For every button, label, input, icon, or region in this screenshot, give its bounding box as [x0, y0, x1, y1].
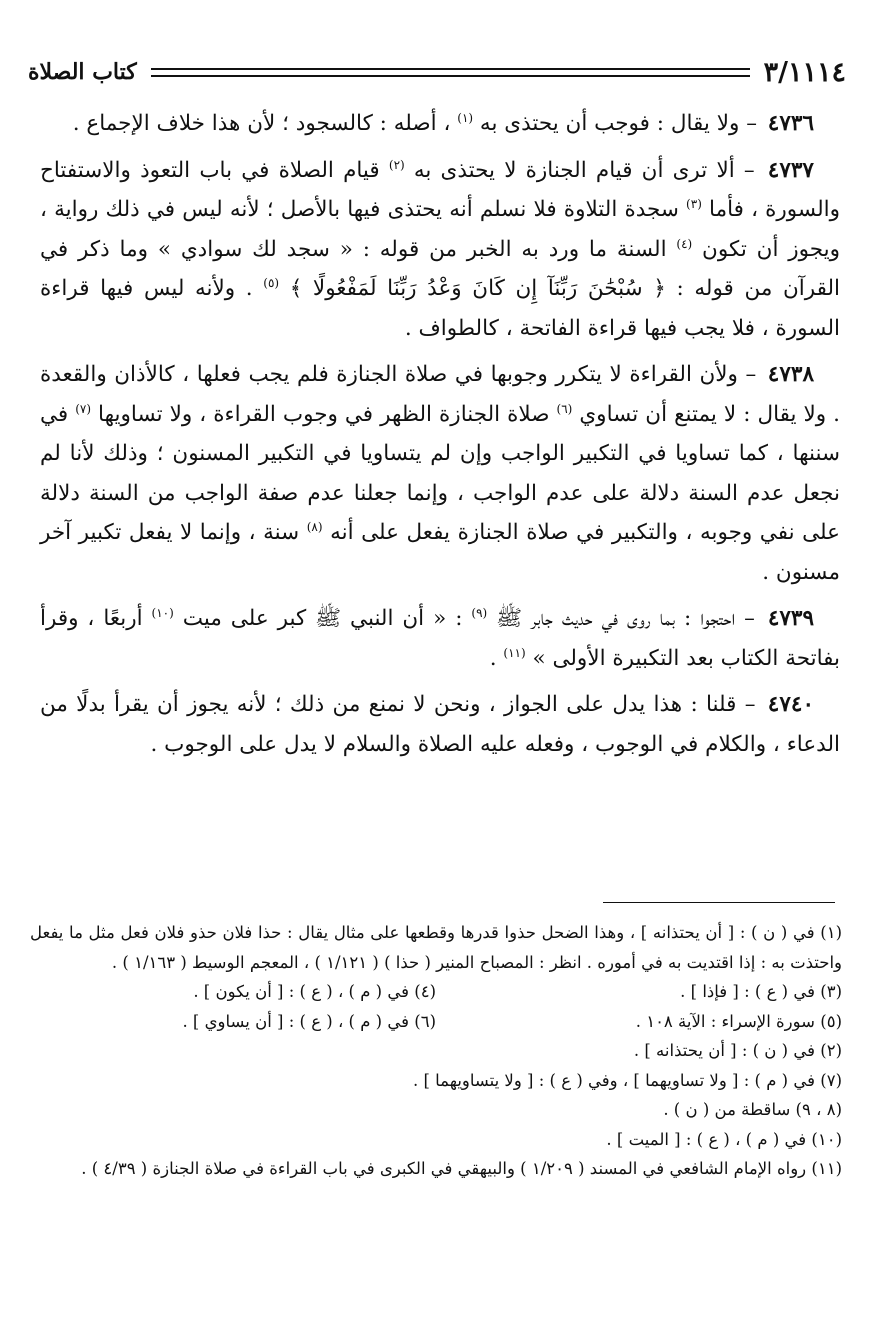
paragraph-text: أربعًا ، وقرأ بفاتحة الكتاب بعد التكبيرة الأولى » [40, 606, 840, 671]
footnote-marker: (٦) [556, 401, 573, 416]
paragraph-number: ٤٧٣٧ [767, 157, 814, 183]
paragraph-text: – ولا يقال : فوجب أن يحتذى به [473, 111, 757, 136]
footnote-4: (٤) في ( م ) ، ( ع ) : [ أن يكون ] . [193, 982, 436, 1001]
footnote-row [30, 977, 842, 1007]
footnote-3: (٣) في ( ع ) : [ فإذا ] . [680, 982, 842, 1001]
paragraph-text: صلاة الجنازة الظهر في وجوب القراءة ، ولا تساويها [91, 401, 557, 427]
paragraph-4737 [40, 151, 840, 349]
footnote-2: (٢) في ( ن ) : [ أن يحتذانه ] . [633, 1041, 842, 1060]
footnote-marker: (٣) [686, 196, 702, 211]
paragraph-text: ، أصله : كالسجود ؛ لأن هذا خلاف الإجماع . [72, 111, 458, 136]
book-title: كتاب الصلاة [28, 59, 137, 85]
footnotes [30, 918, 842, 1184]
footnote-marker: (٩) [471, 605, 488, 620]
footnote-5: (٥) سورة الإسراء : الآية ١٠٨ . [635, 1011, 842, 1031]
footnote-marker: (١) [457, 110, 474, 125]
footnote-marker: (٧) [75, 401, 92, 416]
header-rule [151, 68, 750, 77]
paragraph-number: ٤٧٣٦ [767, 111, 814, 136]
footnote-1: (١) في ( ن ) : [ أن يحتذانه ] ، وهذا الضحل حذوا قدرها وقطعها على مثال يقال : حذا فلان حذو فلان فعل مثل ما يفعل واحتذت به : إذا اقتديت به في أموره . انظر : المصباح المنير ( حذا ) ( ١/١٢١ ) ، المعجم الوسيط ( ١/١٦٣ ) . [30, 923, 842, 972]
paragraph-text: : « أن النبي ﷺ كبر على ميت [173, 606, 472, 631]
paragraph-4738 [40, 355, 840, 592]
footnote-marker: (٤) [676, 236, 693, 251]
footnote-8-9: (٨ ، ٩) ساقطة من ( ن ) . [663, 1100, 842, 1119]
paragraph-4739 [40, 599, 840, 678]
paragraph-text: قيام الصلاة في باب التعوذ والاستفتاح والسورة ، فأما [40, 157, 840, 222]
footnote-marker: (١١) [503, 645, 526, 660]
paragraph-text: – احتجوا : بما روى في حديث جابر ﷺ [487, 606, 755, 631]
main-text [40, 104, 840, 771]
footnote-6: (٦) في ( م ) ، ( ع ) : [ أن يساوي ] . [182, 1011, 436, 1031]
paragraph-number: ٤٧٣٨ [767, 362, 814, 387]
footnote-marker: (٨) [306, 519, 323, 534]
paragraph-text: سجدة التلاوة فلا نسلم أنه يحتذى فيها بالأصل ؛ لأنه ليس في ذلك رواية ، ويجوز أن تكون [40, 197, 840, 262]
paragraph-text: . [489, 645, 504, 671]
footnote-marker: (١٠) [151, 605, 174, 620]
page-header [28, 52, 846, 92]
footnote-11: (١١) رواه الإمام الشافعي في المسند ( ١/٢٠٩ ) والبيهقي في الكبرى في باب القراءة في صلاة الجنازة ( ٤/٣٩ ) . [81, 1159, 842, 1178]
page-number: ٣/١١١٤ [763, 56, 846, 88]
paragraph-text: – ألا ترى أن قيام الجنازة لا يحتذى به [404, 157, 755, 183]
paragraph-text: – قلنا : هذا يدل على الجواز ، ونحن لا نمنع من ذلك ؛ لأنه يجوز أن يقرأ بدلًا من الدعاء ، والكلام في الوجوب ، وفعله عليه الصلاة والسلام لا يدل على الوجوب . [40, 692, 840, 757]
footnote-7: (٧) في ( م ) : [ ولا تساويهما ] ، وفي ( ع ) : [ ولا يتساويهما ] . [412, 1070, 842, 1090]
paragraph-4740 [40, 685, 840, 764]
paragraph-number: ٤٧٤٠ [767, 692, 814, 717]
footnote-divider [603, 902, 835, 903]
footnote-10: (١٠) في ( م ) ، ( ع ) : [ الميت ] . [606, 1129, 842, 1149]
paragraph-text: . ولأنه ليس فيها قراءة السورة ، فلا يجب فيها قراءة الفاتحة ، كالطواف . [40, 276, 840, 341]
paragraph-text: السنة ما ورد به الخبر من قوله : « سجد لك سوادي » وما ذكر في القرآن من قوله : ﴿ سُبْحَٰنَ رَبِّنَآ إِن كَانَ وَعْدُ رَبِّنَا لَمَفْعُولًا ﴾ [40, 236, 840, 301]
paragraph-text: في سننها ، كما تساويا في التكبير الواجب وإن لم يتساويا في التكبير المسنون ؛ وذلك لأنا لم نجعل عدم السنة دلالة على عدم الواجب ، وإنما جعلنا عدم صفة الواجب من السنة دلالة على نفي وجوبه ، والتكبير في صلاة الجنازة يفعل على أنه [40, 401, 840, 545]
paragraph-number: ٤٧٣٩ [767, 606, 815, 631]
paragraph-text: سنة ، وإنما لا يفعل تكبير آخر مسنون . [40, 520, 840, 585]
footnote-marker: (٢) [388, 157, 405, 172]
paragraph-4736 [40, 104, 840, 144]
footnote-row [30, 1007, 842, 1037]
paragraph-text: – ولأن القراءة لا يتكرر وجوبها في صلاة الجنازة فلم يجب فعلها ، كالأذان والقعدة . ولا يقال : لا يمتنع أن تساوي [40, 362, 840, 427]
footnote-marker: (٥) [263, 275, 280, 290]
